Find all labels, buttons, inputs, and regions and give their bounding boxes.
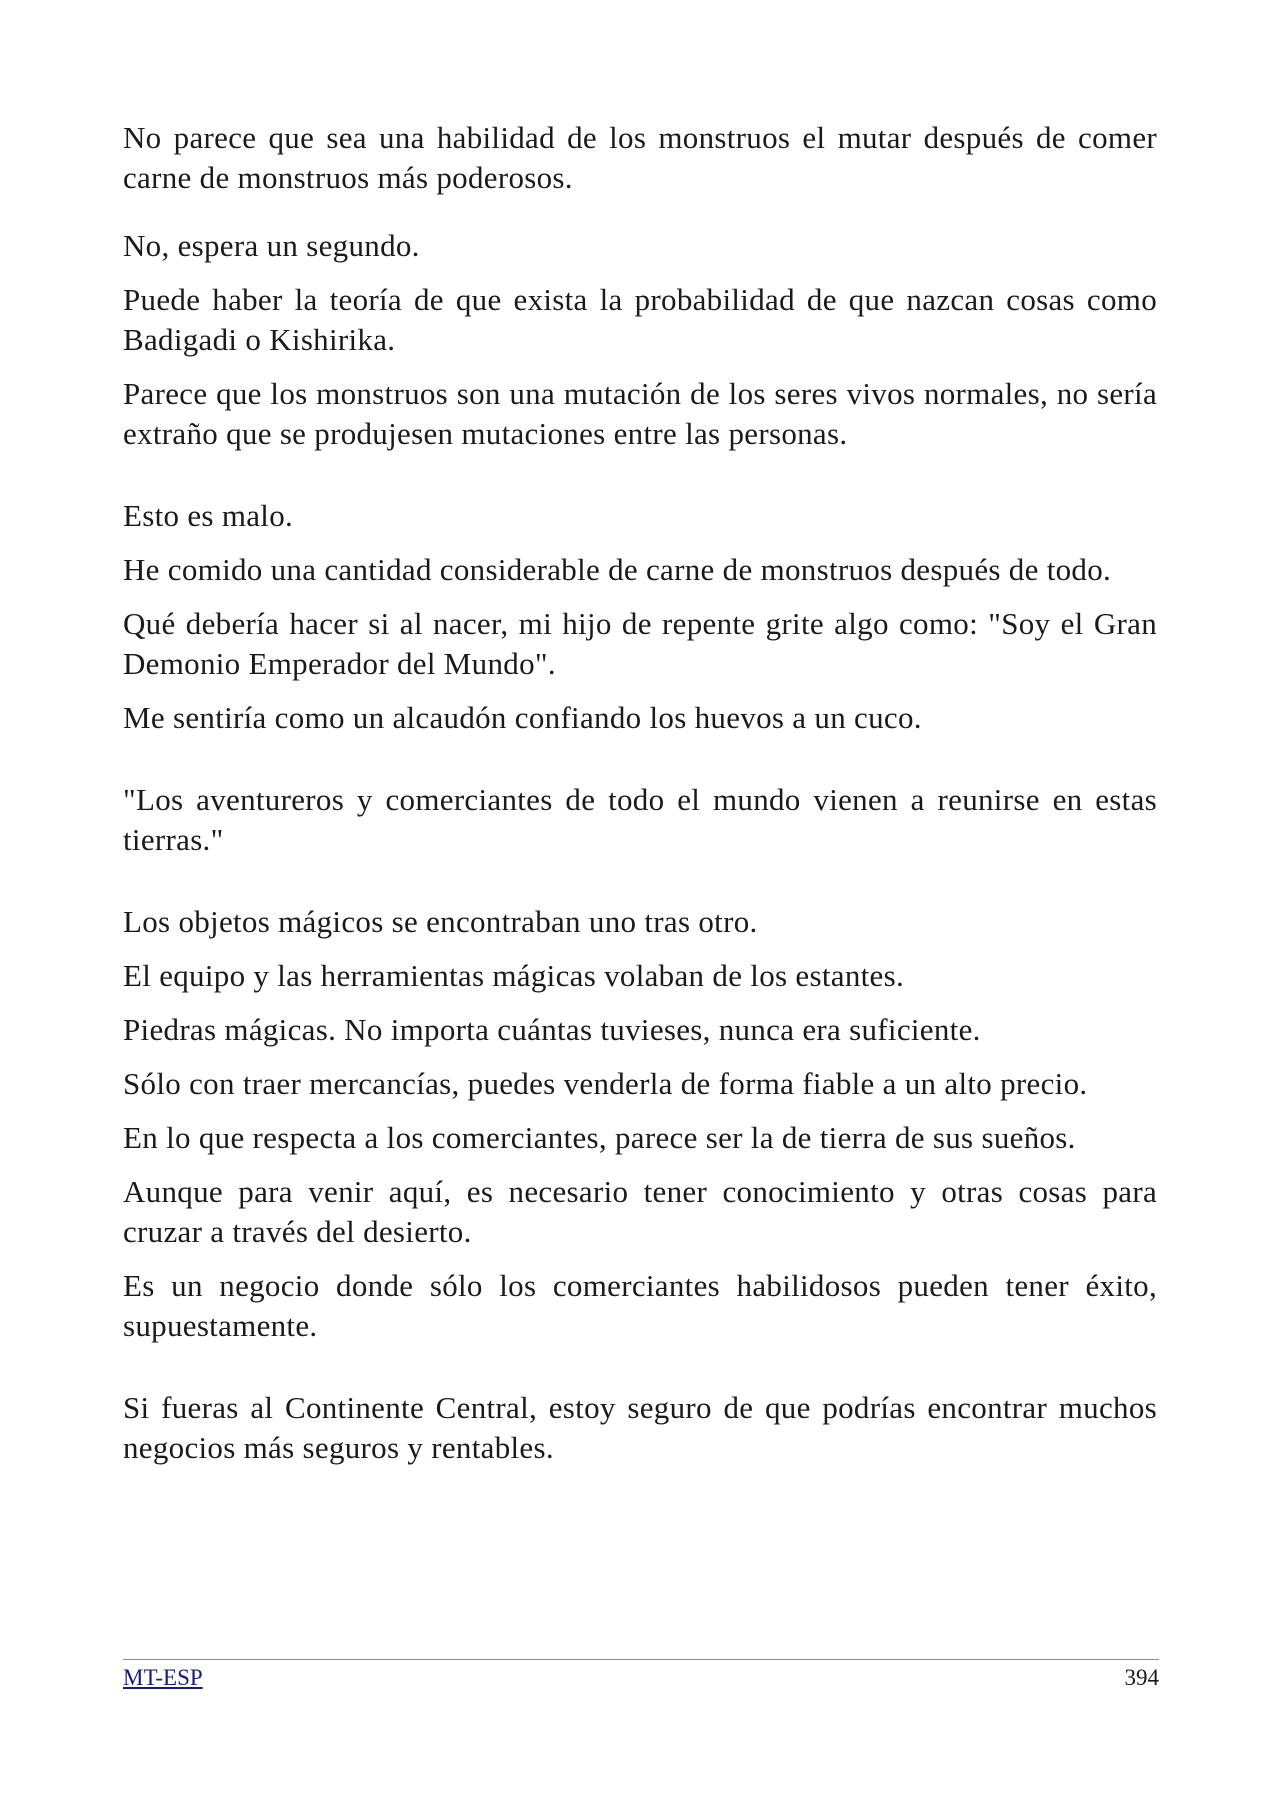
paragraph: Aunque para venir aquí, es necesario tener conocimiento y otras cosas para cruzar a través del desierto. bbox=[123, 1174, 1157, 1249]
paragraph: Me sentiría como un alcaudón confiando los huevos a un cuco. bbox=[123, 700, 922, 735]
paragraph: No, espera un segundo. bbox=[123, 228, 420, 263]
footer-link[interactable]: MT-ESP bbox=[123, 1665, 203, 1690]
paragraph: El equipo y las herramientas mágicas volaban de los estantes. bbox=[123, 958, 905, 993]
paragraph: Parece que los monstruos son una mutación de los seres vivos normales, no sería extraño que se produjesen mutaciones entre las personas. bbox=[123, 376, 1157, 451]
paragraph: Piedras mágicas. No importa cuántas tuvieses, nunca era suficiente. bbox=[123, 1012, 981, 1047]
paragraph: Puede haber la teoría de que exista la probabilidad de que nazcan cosas como Badigadi o Kishirika. bbox=[123, 282, 1157, 357]
paragraph: Los objetos mágicos se encontraban uno tras otro. bbox=[123, 904, 758, 939]
paragraph: Es un negocio donde sólo los comerciantes habilidosos pueden tener éxito, supuestamente. bbox=[123, 1268, 1157, 1343]
paragraph: Esto es malo. bbox=[123, 498, 294, 533]
page-body bbox=[123, 118, 1157, 1482]
paragraph: He comido una cantidad considerable de carne de monstruos después de todo. bbox=[123, 552, 1112, 587]
page-number: 394 bbox=[1124, 1665, 1159, 1690]
paragraph: En lo que respecta a los comerciantes, parece ser la de tierra de sus sueños. bbox=[123, 1120, 1076, 1155]
paragraph: Qué debería hacer si al nacer, mi hijo de repente grite algo como: "Soy el Gran Demonio Emperador del Mundo". bbox=[123, 606, 1157, 681]
paragraph: No parece que sea una habilidad de los monstruos el mutar después de comer carne de monstruos más poderosos. bbox=[123, 120, 1157, 195]
paragraph: Si fueras al Continente Central, estoy seguro de que podrías encontrar muchos negocios más seguros y rentables. bbox=[123, 1390, 1157, 1465]
paragraph: Sólo con traer mercancías, puedes venderla de forma fiable a un alto precio. bbox=[123, 1066, 1088, 1101]
page-footer bbox=[123, 1659, 1159, 1692]
paragraph: "Los aventureros y comerciantes de todo el mundo vienen a reunirse en estas tierras." bbox=[123, 782, 1157, 857]
